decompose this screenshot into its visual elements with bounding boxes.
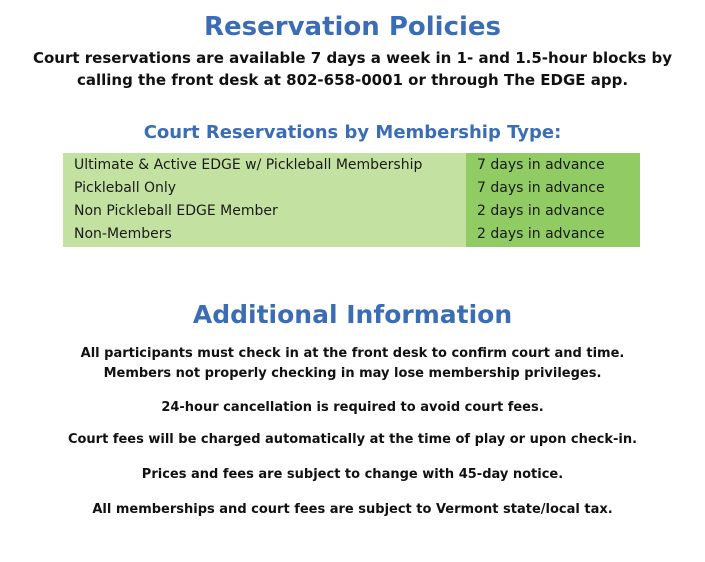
advance-days-column xyxy=(466,153,640,247)
checkin-line-1: All participants must check in at the front desk to confirm court and time. xyxy=(80,346,625,361)
additional-information-title: Additional Information xyxy=(192,300,513,329)
reservation-policies-title: Reservation Policies xyxy=(203,12,502,42)
court-fees-notice: Court fees will be charged automatically at the time of play or upon check-in. xyxy=(67,432,638,447)
advance-days-cell: 7 days in advance xyxy=(477,157,605,173)
advance-days-cell: 2 days in advance xyxy=(477,226,605,242)
membership-type-cell: Pickleball Only xyxy=(74,180,177,196)
advance-days-cell: 2 days in advance xyxy=(477,203,605,219)
membership-type-cell: Non Pickleball EDGE Member xyxy=(74,203,278,219)
membership-type-cell: Ultimate & Active EDGE w/ Pickleball Membership xyxy=(74,157,423,173)
membership-type-column xyxy=(63,153,466,247)
membership-table-title: Court Reservations by Membership Type: xyxy=(143,122,562,143)
membership-type-cell: Non-Members xyxy=(74,226,172,242)
cancellation-notice: 24-hour cancellation is required to avoid court fees. xyxy=(161,400,544,415)
intro-line-1: Court reservations are available 7 days a week in 1- and 1.5-hour blocks by xyxy=(32,49,673,67)
advance-days-cell: 7 days in advance xyxy=(477,180,605,196)
tax-notice: All memberships and court fees are subject to Vermont state/local tax. xyxy=(92,502,613,517)
intro-line-2: calling the front desk at 802-658-0001 or through The EDGE app. xyxy=(76,71,629,89)
checkin-notice xyxy=(20,344,685,384)
membership-table xyxy=(63,153,640,247)
reservation-intro xyxy=(30,47,675,91)
price-change-notice: Prices and fees are subject to change with 45-day notice. xyxy=(141,467,564,482)
checkin-line-2: Members not properly checking in may lose membership privileges. xyxy=(103,366,602,381)
